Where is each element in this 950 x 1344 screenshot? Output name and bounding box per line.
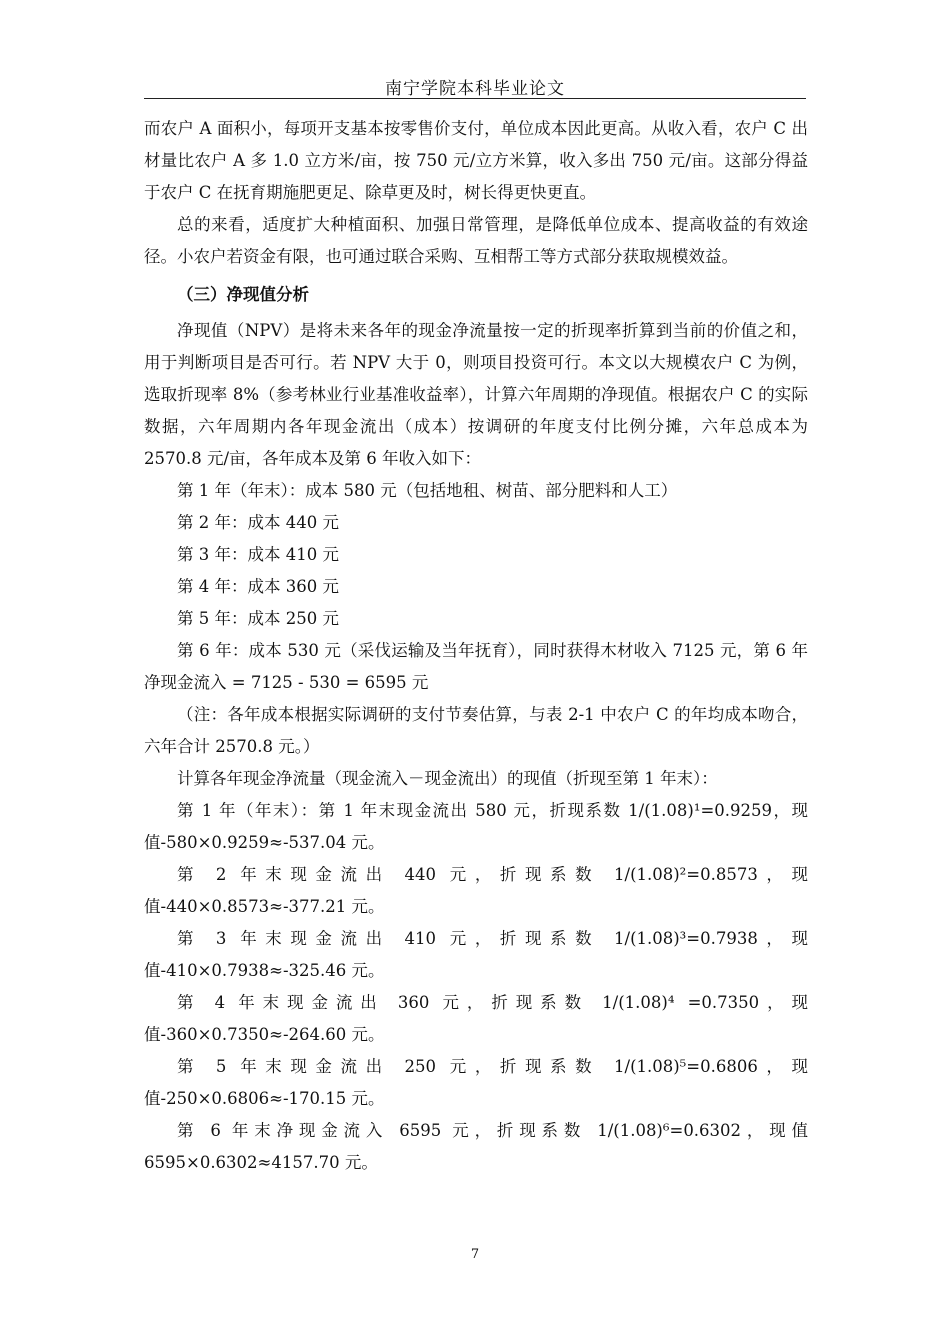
page-number: 7: [470, 1247, 480, 1262]
list-item-year-2: 第 2 年：成本 440 元: [177, 513, 339, 532]
calc-year-5: 第 5 年末现金流出 250 元，折现系数 1/(1.08)⁵=0.6806，现值-250×0.6806≈-170.15 元。: [144, 1057, 808, 1108]
calc-year-1: 第 1 年（年末）：第 1 年末现金流出 580 元，折现系数 1/(1.08)¹=0.9259，现值-580×0.9259≈-537.04 元。: [144, 801, 808, 852]
paragraph-npv-intro: 净现值（NPV）是将未来各年的现金净流量按一定的折现率折算到当前的价值之和，用于判断项目是否可行。若 NPV 大于 0，则项目投资可行。本文以大规模农户 C 为例，选取折现率 8%（参考林业行业基准收益率），计算六年周期的净现值。根据农户 C 的实际数据，六年周期内各年现金流出（成本）按调研的年度支付比例分摊，六年总成本为 2570.8 元/亩，各年成本及第 6 年收入如下：: [144, 321, 808, 468]
header-rule: [144, 98, 806, 99]
list-item-year-4: 第 4 年：成本 360 元: [177, 577, 339, 596]
calc-year-3: 第 3 年末现金流出 410 元，折现系数 1/(1.08)³=0.7938，现值-410×0.7938≈-325.46 元。: [144, 929, 808, 980]
calc-year-2: 第 2 年末现金流出 440 元，折现系数 1/(1.08)²=0.8573，现值-440×0.8573≈-377.21 元。: [144, 865, 808, 916]
list-item-year-3: 第 3 年：成本 410 元: [177, 545, 339, 564]
calc-year-6: 第 6 年末净现金流入 6595 元，折现系数 1/(1.08)⁶=0.6302，现值 6595×0.6302≈4157.70 元。: [144, 1121, 808, 1172]
calc-year-4: 第 4 年末现金流出 360 元，折现系数 1/(1.08)⁴ =0.7350，现值-360×0.7350≈-264.60 元。: [144, 993, 808, 1044]
page-body: [144, 113, 808, 1179]
note-paragraph: （注：各年成本根据实际调研的支付节奏估算，与表 2-1 中农户 C 的年均成本吻合，六年合计 2570.8 元。）: [144, 705, 808, 756]
list-item-year-5: 第 5 年：成本 250 元: [177, 609, 339, 628]
paragraph: 总的来看，适度扩大种植面积、加强日常管理，是降低单位成本、提高收益的有效途径。小农户若资金有限，也可通过联合采购、互相帮工等方式部分获取规模效益。: [144, 215, 808, 266]
list-item-year-1: 第 1 年（年末）：成本 580 元（包括地租、树苗、部分肥料和人工）: [177, 481, 678, 500]
paragraph-pv-intro: 计算各年现金净流量（现金流入－现金流出）的现值（折现至第 1 年末）：: [177, 769, 718, 788]
running-header: 南宁学院本科毕业论文: [385, 79, 565, 99]
list-item-year-6: 第 6 年：成本 530 元（采伐运输及当年抚育），同时获得木材收入 7125 元，第 6 年净现金流入 = 7125 - 530 = 6595 元: [144, 641, 808, 692]
paragraph: 而农户 A 面积小，每项开支基本按零售价支付，单位成本因此更高。从收入看，农户 C 出材量比农户 A 多 1.0 立方米/亩，按 750 元/立方米算，收入多出 750 元/亩。这部分得益于农户 C 在抚育期施肥更足、除草更及时，树长得更快更直。: [144, 119, 808, 202]
section-heading: （三）净现值分析: [177, 285, 309, 304]
